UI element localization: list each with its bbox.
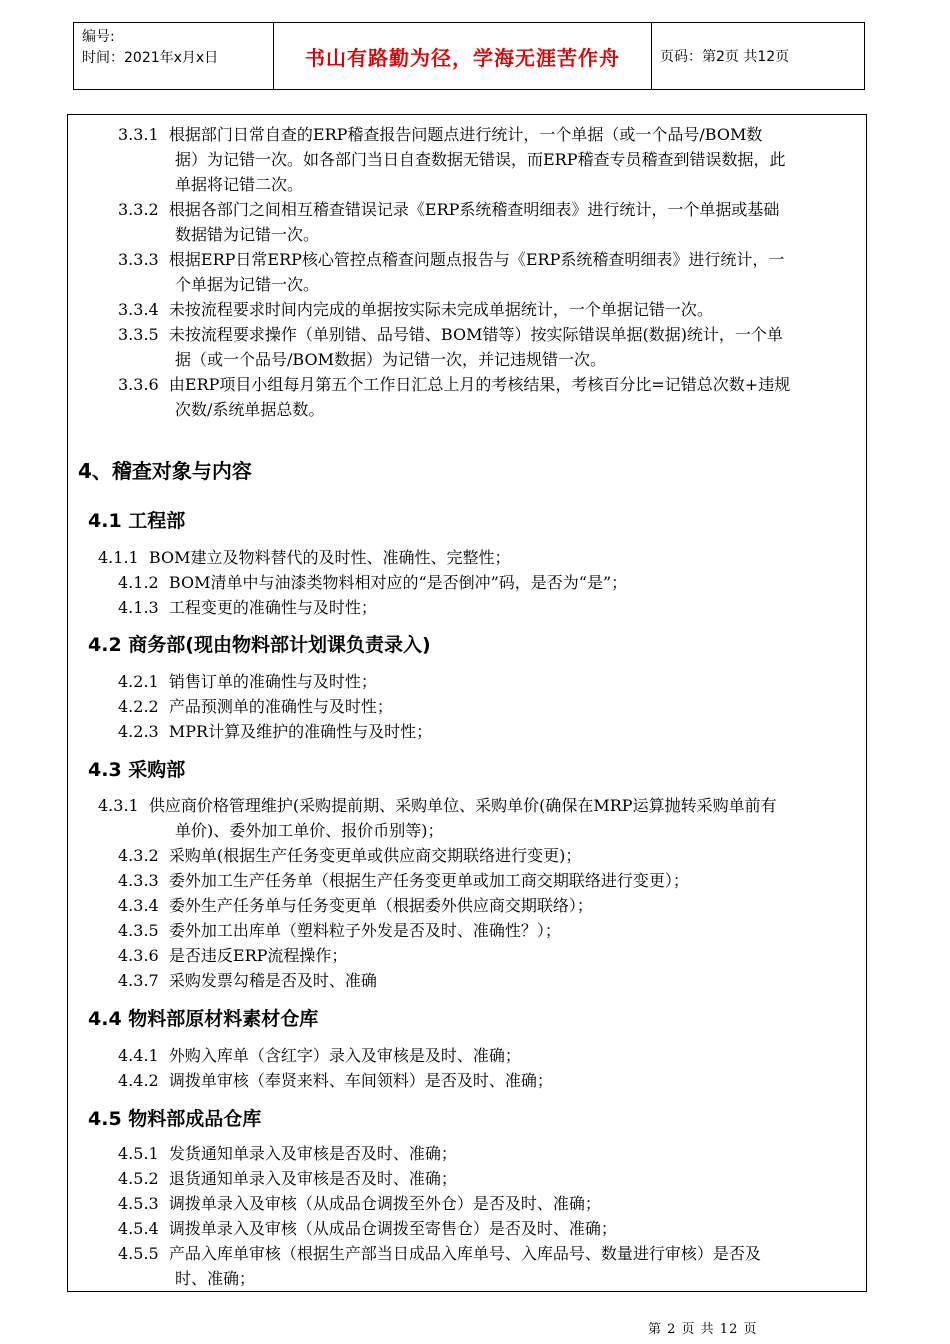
document-time: 时间：2021年x月x日 — [82, 50, 219, 66]
list-item: 3.3.6 由ERP项目小组每月第五个工作日汇总上月的考核结果，考核百分比=记错总次数+违规 — [118, 375, 791, 394]
list-item: 4.5.2 退货通知单录入及审核是否及时、准确； — [118, 1169, 457, 1188]
list-item: 4.1.2 BOM清单中与油漆类物料相对应的“是否倒冲”码，是否为“是”； — [118, 573, 628, 592]
list-item-continuation: 单价)、委外加工单价、报价币别等)； — [175, 821, 444, 840]
subsection-title: 4.2 商务部(现由物料部计划课负责录入) — [88, 634, 431, 656]
list-item: 4.4.2 调拨单审核（奉贤来料、车间领料）是否及时、准确； — [118, 1071, 553, 1090]
list-item: 4.3.6 是否违反ERP流程操作； — [118, 946, 348, 965]
list-item: 4.3.2 采购单(根据生产任务变更单或供应商交期联络进行变更)； — [118, 846, 582, 865]
list-item: 4.3.4 委外生产任务单与任务变更单（根据委外供应商交期联络）； — [118, 896, 593, 915]
page-footer: 第 2 页 共 12 页 — [648, 1322, 758, 1337]
list-item: 3.3.2 根据各部门之间相互稽查错误记录《ERP系统稽查明细表》进行统计，一个单据或基础 — [118, 200, 780, 219]
list-item: 4.5.3 调拨单录入及审核（从成品仓调拨至外仓）是否及时、准确； — [118, 1194, 601, 1213]
list-item-continuation: 据）为记错一次。如各部门当日自查数据无错误，而ERP稽查专员稽查到错误数据，此 — [175, 150, 786, 169]
list-item: 4.1.1 BOM建立及物料替代的及时性、准确性、完整性； — [98, 548, 511, 567]
subsection-title: 4.4 物料部原材料素材仓库 — [88, 1008, 319, 1030]
list-item-continuation: 次数/系统单据总数。 — [175, 400, 325, 419]
header-meta — [74, 23, 274, 89]
subsection-title: 4.5 物料部成品仓库 — [88, 1108, 262, 1130]
list-item: 4.3.7 采购发票勾稽是否及时、准确 — [118, 971, 377, 990]
list-item: 4.3.5 委外加工出库单（塑料粒子外发是否及时、准确性？）； — [118, 921, 561, 940]
subsection-title: 4.3 采购部 — [88, 759, 186, 781]
list-item: 3.3.3 根据ERP日常ERP核心管控点稽查问题点报告与《ERP系统稽查明细表》进行统计，一 — [118, 250, 785, 269]
list-item: 4.5.4 调拨单录入及审核（从成品仓调拨至寄售仓）是否及时、准确； — [118, 1219, 617, 1238]
list-item: 4.4.1 外购入库单（含红字）录入及审核是及时、准确； — [118, 1046, 521, 1065]
list-item-continuation: 单据将记错二次。 — [175, 175, 304, 194]
list-item: 4.2.1 销售订单的准确性与及时性； — [118, 672, 377, 691]
list-item: 4.3.3 委外加工生产任务单（根据生产任务变更单或加工商交期联络进行变更）； — [118, 871, 689, 890]
document-number-label: 编号: — [82, 29, 115, 45]
list-item: 4.1.3 工程变更的准确性与及时性； — [118, 598, 377, 617]
list-item: 3.3.5 未按流程要求操作（单别错、品号错、BOM错等）按实际错误单据(数据)统计，一个单 — [118, 325, 783, 344]
section-title: 4、稽查对象与内容 — [78, 459, 252, 483]
subsection-title: 4.1 工程部 — [88, 510, 186, 532]
list-item: 4.5.5 产品入库单审核（根据生产部当日成品入库单号、入库品号、数量进行审核）是否及 — [118, 1244, 761, 1263]
list-item: 4.2.3 MPR计算及维护的准确性与及时性； — [118, 722, 433, 741]
list-item: 4.5.1 发货通知单录入及审核是否及时、准确； — [118, 1144, 457, 1163]
list-item-continuation: 个单据为记错一次。 — [175, 275, 320, 294]
list-item-continuation: 时、准确； — [175, 1269, 256, 1288]
list-item-continuation: 据（或一个品号/BOM数据）为记错一次，并记违规错一次。 — [175, 350, 606, 369]
header-page-info: 页码：第2页 共12页 — [660, 49, 790, 65]
page-header — [73, 22, 865, 90]
list-item: 4.2.2 产品预测单的准确性与及时性； — [118, 697, 393, 716]
list-item-continuation: 数据错为记错一次。 — [175, 225, 320, 244]
list-item: 3.3.4 未按流程要求时间内完成的单据按实际未完成单据统计，一个单据记错一次。 — [118, 300, 713, 319]
header-motto: 书山有路勤为径，学海无涯苦作舟 — [274, 23, 652, 89]
list-item: 4.3.1 供应商价格管理维护(采购提前期、采购单位、采购单价(确保在MRP运算抛转采购单前有 — [98, 796, 777, 815]
list-item: 3.3.1 根据部门日常自查的ERP稽查报告问题点进行统计，一个单据（或一个品号/BOM数 — [118, 125, 763, 144]
